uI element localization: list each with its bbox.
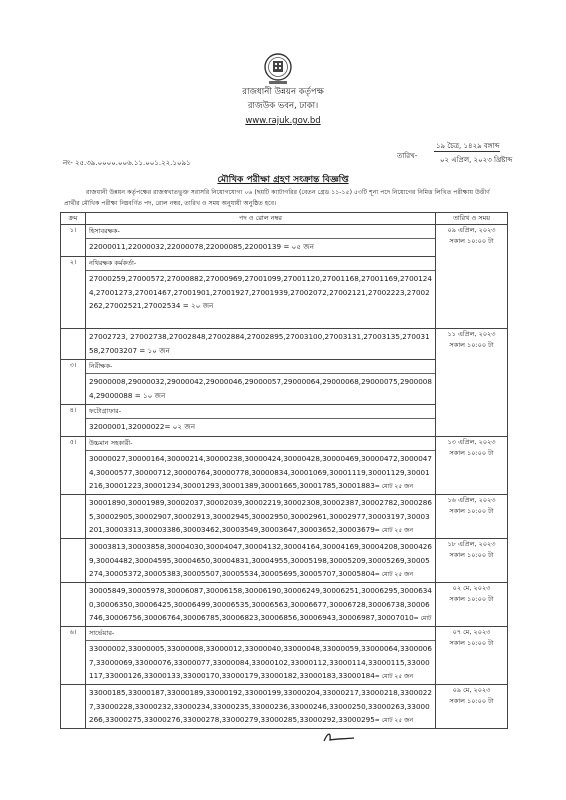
- roll-total: = ১০ জন: [132, 390, 166, 400]
- date-cell: [436, 437, 508, 495]
- exam-date: ১৮ এপ্রিল, ২০২৩: [447, 540, 496, 548]
- exam-time: সকাল ১০:০০ টা: [449, 341, 494, 349]
- schedule-table: [60, 212, 508, 729]
- table-row: [61, 495, 508, 539]
- rajuk-logo: [263, 52, 293, 86]
- roll-total: = ০৫ জন: [281, 242, 314, 251]
- exam-date: ১১ এপ্রিল, ২০২৩: [447, 330, 496, 338]
- table-row: [61, 583, 508, 627]
- roll-cell: [86, 257, 436, 329]
- exam-date: ০৯ এপ্রিল, ২০২৩: [447, 226, 496, 234]
- roll-total: = ০২ জন: [164, 422, 196, 431]
- exam-date: ০৭ মে, ২০২৩: [452, 628, 491, 636]
- exam-time: সকাল ১০:০০ টা: [449, 595, 494, 603]
- table-row: [61, 225, 508, 257]
- roll-cell: [86, 360, 436, 405]
- roll-cell: [86, 627, 436, 685]
- roll-list: 30005849,30005978,30006087,30006158,30006190,30006249,30006251,30006295,30006340,30006350,30006425,30006499,30006535,30006563,30006677,30006728,30006738,30006746,30006756,30006764,30006785,30006823,30006856,30006943,30006987,30007010: [89, 586, 432, 622]
- serial-number: ২।: [61, 257, 86, 329]
- table-header-row: [61, 213, 508, 225]
- roll-total: = মোট ২৫ জন: [374, 571, 414, 578]
- roll-cell: [86, 495, 436, 539]
- exam-time: সকাল ১০:০০ টা: [449, 507, 494, 515]
- exam-time: সকাল ১০:০০ টা: [449, 551, 494, 559]
- date-cell: [436, 225, 508, 329]
- date-cell: [436, 539, 508, 583]
- table-row: [61, 437, 508, 495]
- notice-title: মৌখিক পরীক্ষা গ্রহণ সংক্রান্ত বিজ্ঞপ্তি: [217, 175, 349, 185]
- roll-list: 22000011,22000032,22000078,22000085,22000139: [89, 242, 282, 251]
- serial-number: ৪।: [61, 405, 86, 437]
- date-cell: [436, 495, 508, 539]
- table-row: [61, 627, 508, 685]
- roll-cell: [86, 437, 436, 495]
- roll-cell: [86, 539, 436, 583]
- roll-total: = মোট ২৫ জন: [374, 717, 414, 724]
- org-name: রাজধানী উন্নয়ন কর্তৃপক্ষ: [242, 87, 324, 97]
- roll-total: = মোট ২৫ জন: [374, 527, 414, 534]
- roll-list: 30001890,30001989,30002037,30002039,30002219,30002308,30002387,30002782,30002865,30002905,30002907,30002913,30002945,30002950,30002961,30002977,30003197,30003201,30003313,30003386,30003462,30003549,30003647,30003652,30003679: [89, 498, 432, 534]
- date-cell: [436, 329, 508, 437]
- roll-total: = মোট ২৫ জন: [374, 483, 414, 490]
- roll-list: 32000001,32000022: [89, 422, 165, 431]
- header-date-time: তারিখ ও সময়: [436, 213, 508, 225]
- serial-number: ১।: [61, 225, 86, 257]
- exam-time: সকাল ১০:০০ টা: [449, 639, 494, 647]
- category-label: নথিরক্ষক কর্মকর্তা-: [86, 257, 435, 271]
- category-label: নিরীক্ষক-: [86, 360, 435, 374]
- date-english: ০২ এপ্রিল, ২০২৩ খ্রিষ্টাব্দ: [440, 156, 513, 164]
- category-label: সার্ভেয়ার-: [86, 627, 435, 641]
- org-website-link[interactable]: www.rajuk.gov.bd: [245, 116, 321, 126]
- exam-time: সকাল ১০:০০ টা: [449, 449, 494, 457]
- memo-number: নং- ২৫.৩৯.০০০০.০০৬.১১.০০১.২২.১০৯১: [63, 159, 191, 167]
- roll-cell: [86, 329, 436, 360]
- roll-cell: [86, 685, 436, 729]
- date-bangla: ১৯ চৈত্র, ১৪২৯ বঙ্গাব্দ: [436, 142, 500, 150]
- roll-list: 30003813,30003858,30004030,30004047,30004132,30004164,30004169,30004208,30004269,30004482,30004595,30004650,30004831,30004955,30005198,30005209,30005269,30005274,30005372,30005383,30005507,30005534,30005695,30005707,30005804: [89, 542, 432, 578]
- category-label: ফটোগ্রাফার-: [86, 405, 435, 419]
- roll-total: = ২০ জন: [180, 301, 214, 310]
- roll-list: 30000027,30000164,30000214,30000238,30000424,30000428,30000469,30000472,30000474,30000577,30000712,30000764,30000778,30000834,30001069,30001119,30001129,30001216,30001223,30001234,30001293,30001389,30001665,30001785,30001883: [89, 454, 432, 490]
- date-label: তারিখ-: [397, 152, 418, 160]
- category-label: হিসাবরক্ষক-: [86, 225, 435, 239]
- header-post-roll: পদ ও রোল নম্বর: [86, 213, 436, 225]
- roll-list: 27000259,27000572,27000882,27000969,27001099,27001120,27001168,27001169,27001244,27001273,27001467,27001901,27001927,27001939,27002072,27002121,27002223,27002262,27002521,27002534: [89, 274, 432, 310]
- notice-intro: রাজধানী উন্নয়ন কর্তৃপক্ষের রাজস্বখাতভুক্ত সরাসরি নিয়োগযোগ্য ০৬ (ছয়টি ক্যাটাগরির (বেতন গ্রেড ১১-১৫) ৫৩টি শূন্য পদে নিয়োগের নিমিত্ত লিখিত পরীক্ষায় উত্তীর্ণ প্রার্থীর মৌখিক পরীক্ষা নিম্নবর্ণিত পদ, রোল নম্বর, তারিখ ও সময় অনুযায়ী অনুষ্ঠিত হবে।: [64, 189, 490, 207]
- table-row: [61, 685, 508, 729]
- roll-cell: [86, 225, 436, 257]
- roll-total: = মোট: [413, 615, 432, 622]
- serial-number: ৬।: [61, 627, 86, 685]
- exam-date: ১৬ এপ্রিল, ২০২৩: [447, 496, 496, 504]
- exam-time: সকাল ১০:০০ টা: [449, 697, 494, 705]
- roll-total: = ১০ জন: [137, 345, 170, 355]
- date-cell: [436, 627, 508, 685]
- table-row: [61, 539, 508, 583]
- date-cell: [436, 583, 508, 627]
- roll-list: 27002723, 27002738,27002848,27002884,27002895,27003100,27003131,27003135,27003158,27003207: [89, 332, 430, 355]
- table-row: [61, 329, 508, 360]
- exam-time: সকাল ১০:০০ টা: [449, 237, 494, 245]
- serial-number: ৩।: [61, 360, 86, 405]
- org-address: রাজউক ভবন, ঢাকা।: [247, 101, 319, 111]
- date-divider: [434, 151, 500, 152]
- exam-date: ১৩ এপ্রিল, ২০২৩: [447, 438, 496, 446]
- signature: [322, 730, 356, 744]
- exam-date: ০৯ মে, ২০২৩: [452, 686, 491, 694]
- roll-cell: [86, 583, 436, 627]
- header-sl: ক্রম: [61, 213, 86, 225]
- roll-list: 33000185,33000187,33000189,33000192,33000199,33000204,33000217,33000218,33000227,33000228,33000232,33000234,33000235,33000236,33000246,33000250,33000263,33000266,33000275,33000276,33000278,33000279,33000285,33000292,33000295: [89, 688, 432, 724]
- roll-cell: [86, 405, 436, 437]
- roll-list: 29000008,29000032,29000042,29000046,29000057,29000064,29000068,29000075,29000084,29000088: [89, 377, 432, 400]
- category-label: উচ্চমান সহকারী-: [86, 437, 435, 451]
- roll-list: 33000002,33000005,33000008,33000012,33000040,33000048,33000059,33000064,33000067,33000069,33000076,33000077,33000084,33000102,33000112,33000114,33000115,33000117,33000126,33000133,33000170,33000179,33000182,33000183,33000184: [89, 644, 432, 680]
- roll-total: = মোট ২৫ জন: [374, 673, 414, 680]
- date-cell: [436, 685, 508, 729]
- serial-number: ৫।: [61, 437, 86, 495]
- exam-date: ০২ মে, ২০২৩: [452, 584, 491, 592]
